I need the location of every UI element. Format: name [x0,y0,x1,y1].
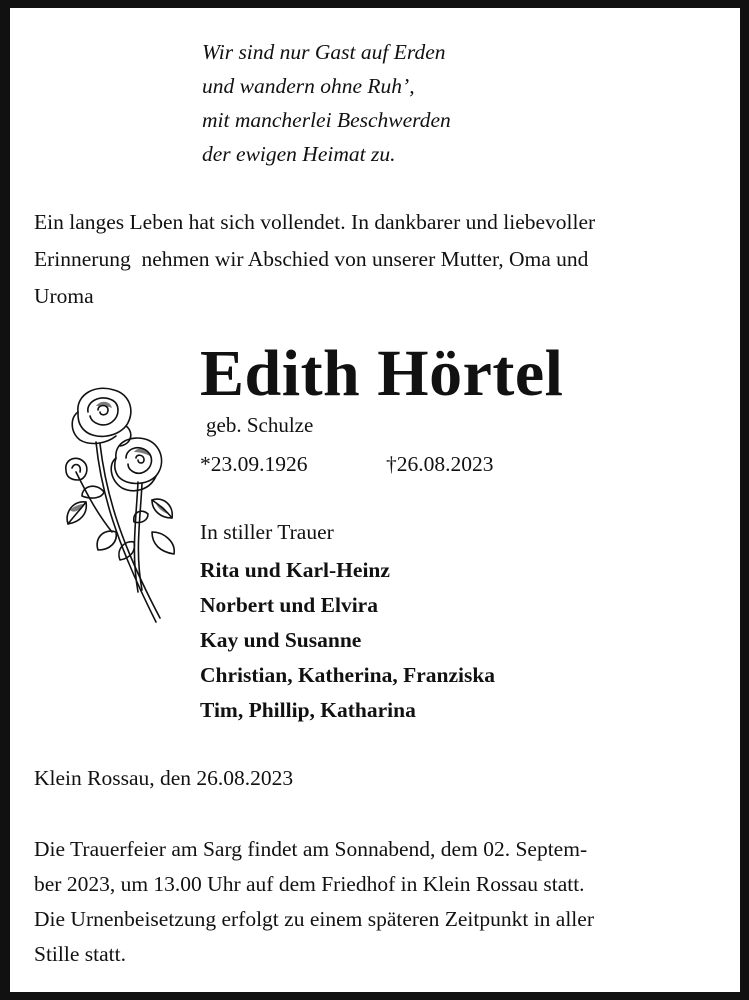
life-dates [200,449,494,479]
intro-text [34,204,595,315]
mourning-label: In stiller Trauer [200,520,334,544]
poem-line: Wir sind nur Gast auf Erden [202,40,446,64]
poem-line: und wandern ohne Ruh’, [202,74,415,98]
poem [202,35,451,171]
funeral-info-line: Die Trauerfeier am Sarg findet am Sonnabend, dem 02. Septem- [34,837,588,861]
mourner-names: Christian, Katherina, Franziska [200,663,496,687]
poem-line: der ewigen Heimat zu. [202,142,396,166]
birth-date: *23.09.1926 [200,452,308,476]
intro-line: Uroma [34,284,94,308]
birth-name: geb. Schulze [206,413,314,437]
funeral-info [34,832,594,972]
death-date: †26.08.2023 [386,452,494,476]
intro-line: Ein langes Leben hat sich vollendet. In dankbarer und liebevoller [34,210,596,234]
funeral-info-line: ber 2023, um 13.00 Uhr auf dem Friedhof in Klein Rossau statt. [34,872,585,896]
poem-line: mit mancherlei Beschwerden [202,108,451,132]
funeral-info-line: Stille statt. [34,942,126,966]
intro-line: Erinnerung nehmen wir Abschied von unserer Mutter, Oma und [34,247,589,271]
mourners-list [200,553,495,728]
deceased-name: Edith Hörtel [200,337,564,410]
place-and-date: Klein Rossau, den 26.08.2023 [34,766,294,790]
mourner-names: Norbert und Elvira [200,593,378,617]
mourner-names: Kay und Susanne [200,628,362,652]
mourner-names: Rita und Karl-Heinz [200,558,390,582]
rose-icon [56,382,186,642]
funeral-info-line: Die Urnenbeisetzung erfolgt zu einem späteren Zeitpunkt in aller [34,907,594,931]
mourner-names: Tim, Phillip, Katharina [200,698,416,722]
